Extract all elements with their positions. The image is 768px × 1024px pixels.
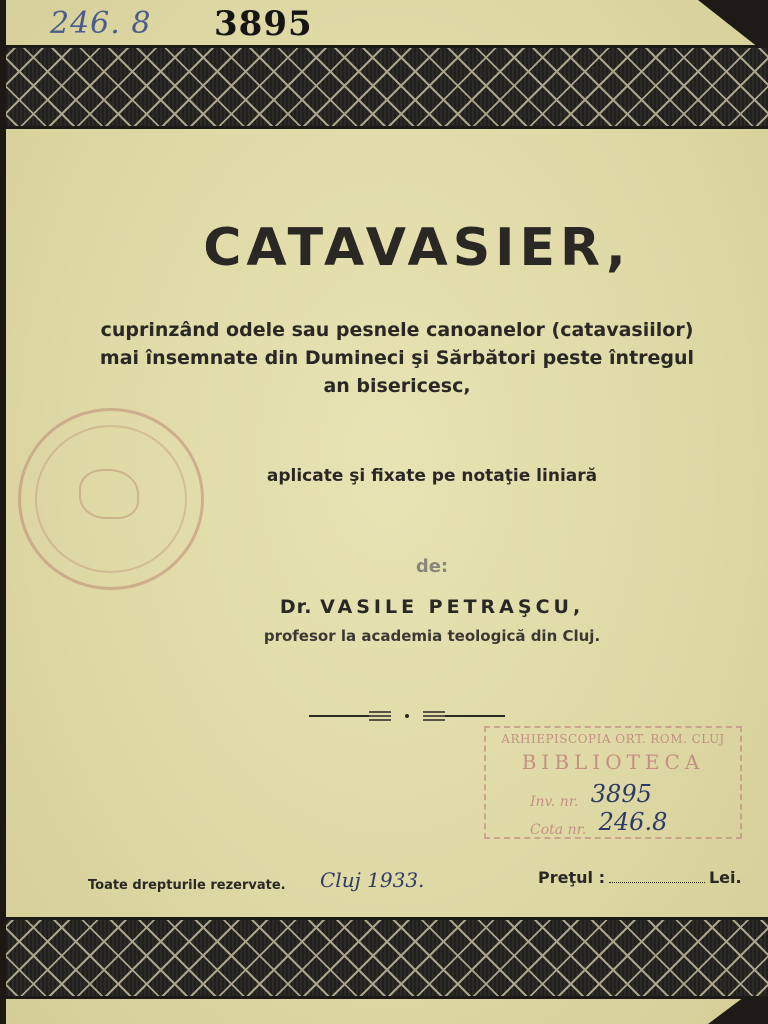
stamp-header: ARHIEPISCOPIA ORT. ROM. CLUJ — [501, 732, 725, 746]
library-stamp — [484, 726, 742, 839]
author-prefix: Dr. — [279, 596, 313, 618]
stamp-cota-value: 246.8 — [598, 808, 668, 836]
rights-notice: Toate drepturile rezervate. — [88, 878, 286, 893]
woven-border-bottom — [6, 917, 768, 999]
border-edge — [6, 126, 768, 129]
border-edge — [6, 45, 768, 48]
stamp-title: BIBLIOTECA — [521, 750, 705, 774]
book-subtitle — [76, 316, 718, 400]
author-position: profesor la academia teologică din Cluj. — [263, 627, 601, 645]
price-currency: Lei. — [708, 868, 742, 887]
book-cover — [6, 0, 768, 1024]
stamp-inv-label: Inv. nr. — [530, 794, 579, 810]
handwritten-inventory-number: 3895 — [214, 4, 313, 44]
stamp-inv-value: 3895 — [590, 780, 652, 808]
price-blank — [609, 882, 705, 883]
stamp-cota-row — [530, 808, 668, 840]
stamp-cota-label: Cota nr. — [530, 822, 587, 838]
price-label: Preţul : — [538, 868, 605, 887]
by-label: de: — [415, 556, 449, 577]
book-title: CATAVASIER, — [203, 218, 631, 278]
subtitle-line: mai însemnate din Dumineci şi Sărbători peste întregul — [99, 347, 695, 369]
author-line — [96, 596, 768, 618]
woven-border-top — [6, 45, 768, 129]
ornament-divider — [309, 708, 505, 724]
subtitle-line: an bisericesc, — [323, 375, 471, 397]
author-name: VASILE PETRAŞCU, — [320, 596, 585, 618]
border-edge — [6, 996, 768, 999]
subtitle-line: cuprinzând odele sau pesnele canoanelor (catavasiilor) — [100, 319, 694, 341]
handwritten-shelf-number: 246. 8 — [50, 6, 152, 41]
notation-line: aplicate şi fixate pe notaţie liniară — [266, 466, 598, 486]
cover-spine-edge — [0, 0, 6, 1024]
price-line — [538, 868, 742, 887]
handwritten-city-year: Cluj 1933. — [320, 868, 425, 892]
border-edge — [6, 917, 768, 920]
